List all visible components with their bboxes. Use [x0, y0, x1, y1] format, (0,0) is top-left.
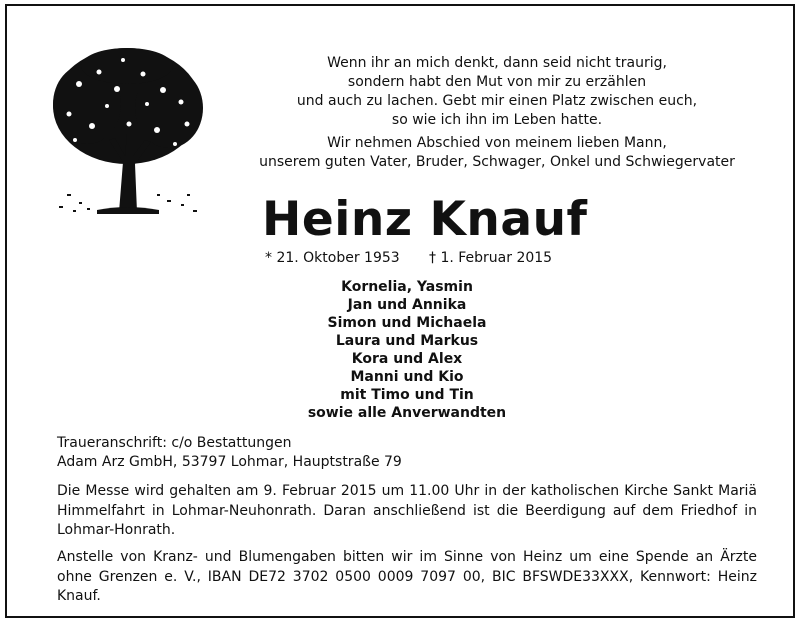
life-dates: [265, 249, 565, 267]
mass-info: [57, 482, 757, 541]
address-line: Adam Arz GmbH, 53797 Lohmar, Hauptstraße 79: [57, 454, 402, 470]
mourning-address: [57, 434, 757, 472]
mass-text: Die Messe wird gehalten am 9. Februar 2015 um 11.00 Uhr in der katholischen Kirche Sankt Mariä Himmelfahrt in Lohmar-Neuhonrath. Daran anschließend ist die Beerdigung auf dem Friedhof in Lohmar-Honrath.: [57, 483, 757, 538]
mourner-line: Jan und Annika: [347, 297, 467, 313]
mourner-line: Laura und Markus: [335, 333, 479, 349]
poem-line: und auch zu lachen. Gebt mir einen Platz zwischen euch,: [296, 93, 698, 109]
farewell-line: unserem guten Vater, Bruder, Schwager, Onkel und Schwiegervater: [259, 154, 735, 170]
mourner-line: sowie alle Anverwandten: [307, 405, 507, 421]
poem-line: so wie ich ihn im Leben hatte.: [391, 112, 603, 128]
farewell-text: [237, 134, 757, 172]
deceased-name: Heinz Knauf: [262, 192, 588, 247]
mourner-line: mit Timo und Tin: [340, 387, 474, 403]
address-line: Traueranschrift: c/o Bestattungen: [57, 435, 292, 451]
mourner-line: Kora und Alex: [351, 351, 463, 367]
donation-info: [57, 548, 757, 607]
birth-date: * 21. Oktober 1953: [265, 250, 400, 266]
farewell-line: Wir nehmen Abschied von meinem lieben Mann,: [327, 135, 667, 151]
mourners-list: [257, 278, 557, 422]
death-date: † 1. Februar 2015: [429, 250, 553, 266]
poem-line: Wenn ihr an mich denkt, dann seid nicht traurig,: [327, 55, 667, 71]
mourner-line: Manni und Kio: [350, 369, 464, 385]
obituary-notice: [5, 4, 795, 618]
mourner-line: Kornelia, Yasmin: [341, 279, 473, 295]
donation-text: Anstelle von Kranz- und Blumengaben bitten wir im Sinne von Heinz um eine Spende an Ärzte ohne Grenzen e. V., IBAN DE72 3702 0500 0009 7097 00, BIC BFSWDE33XXX, Kennwort: Heinz Knauf.: [57, 549, 757, 604]
mourner-line: Simon und Michaela: [327, 315, 487, 331]
poem: [257, 54, 737, 130]
poem-line: sondern habt den Mut von mir zu erzählen: [347, 74, 647, 90]
tree-icon: [47, 44, 207, 214]
